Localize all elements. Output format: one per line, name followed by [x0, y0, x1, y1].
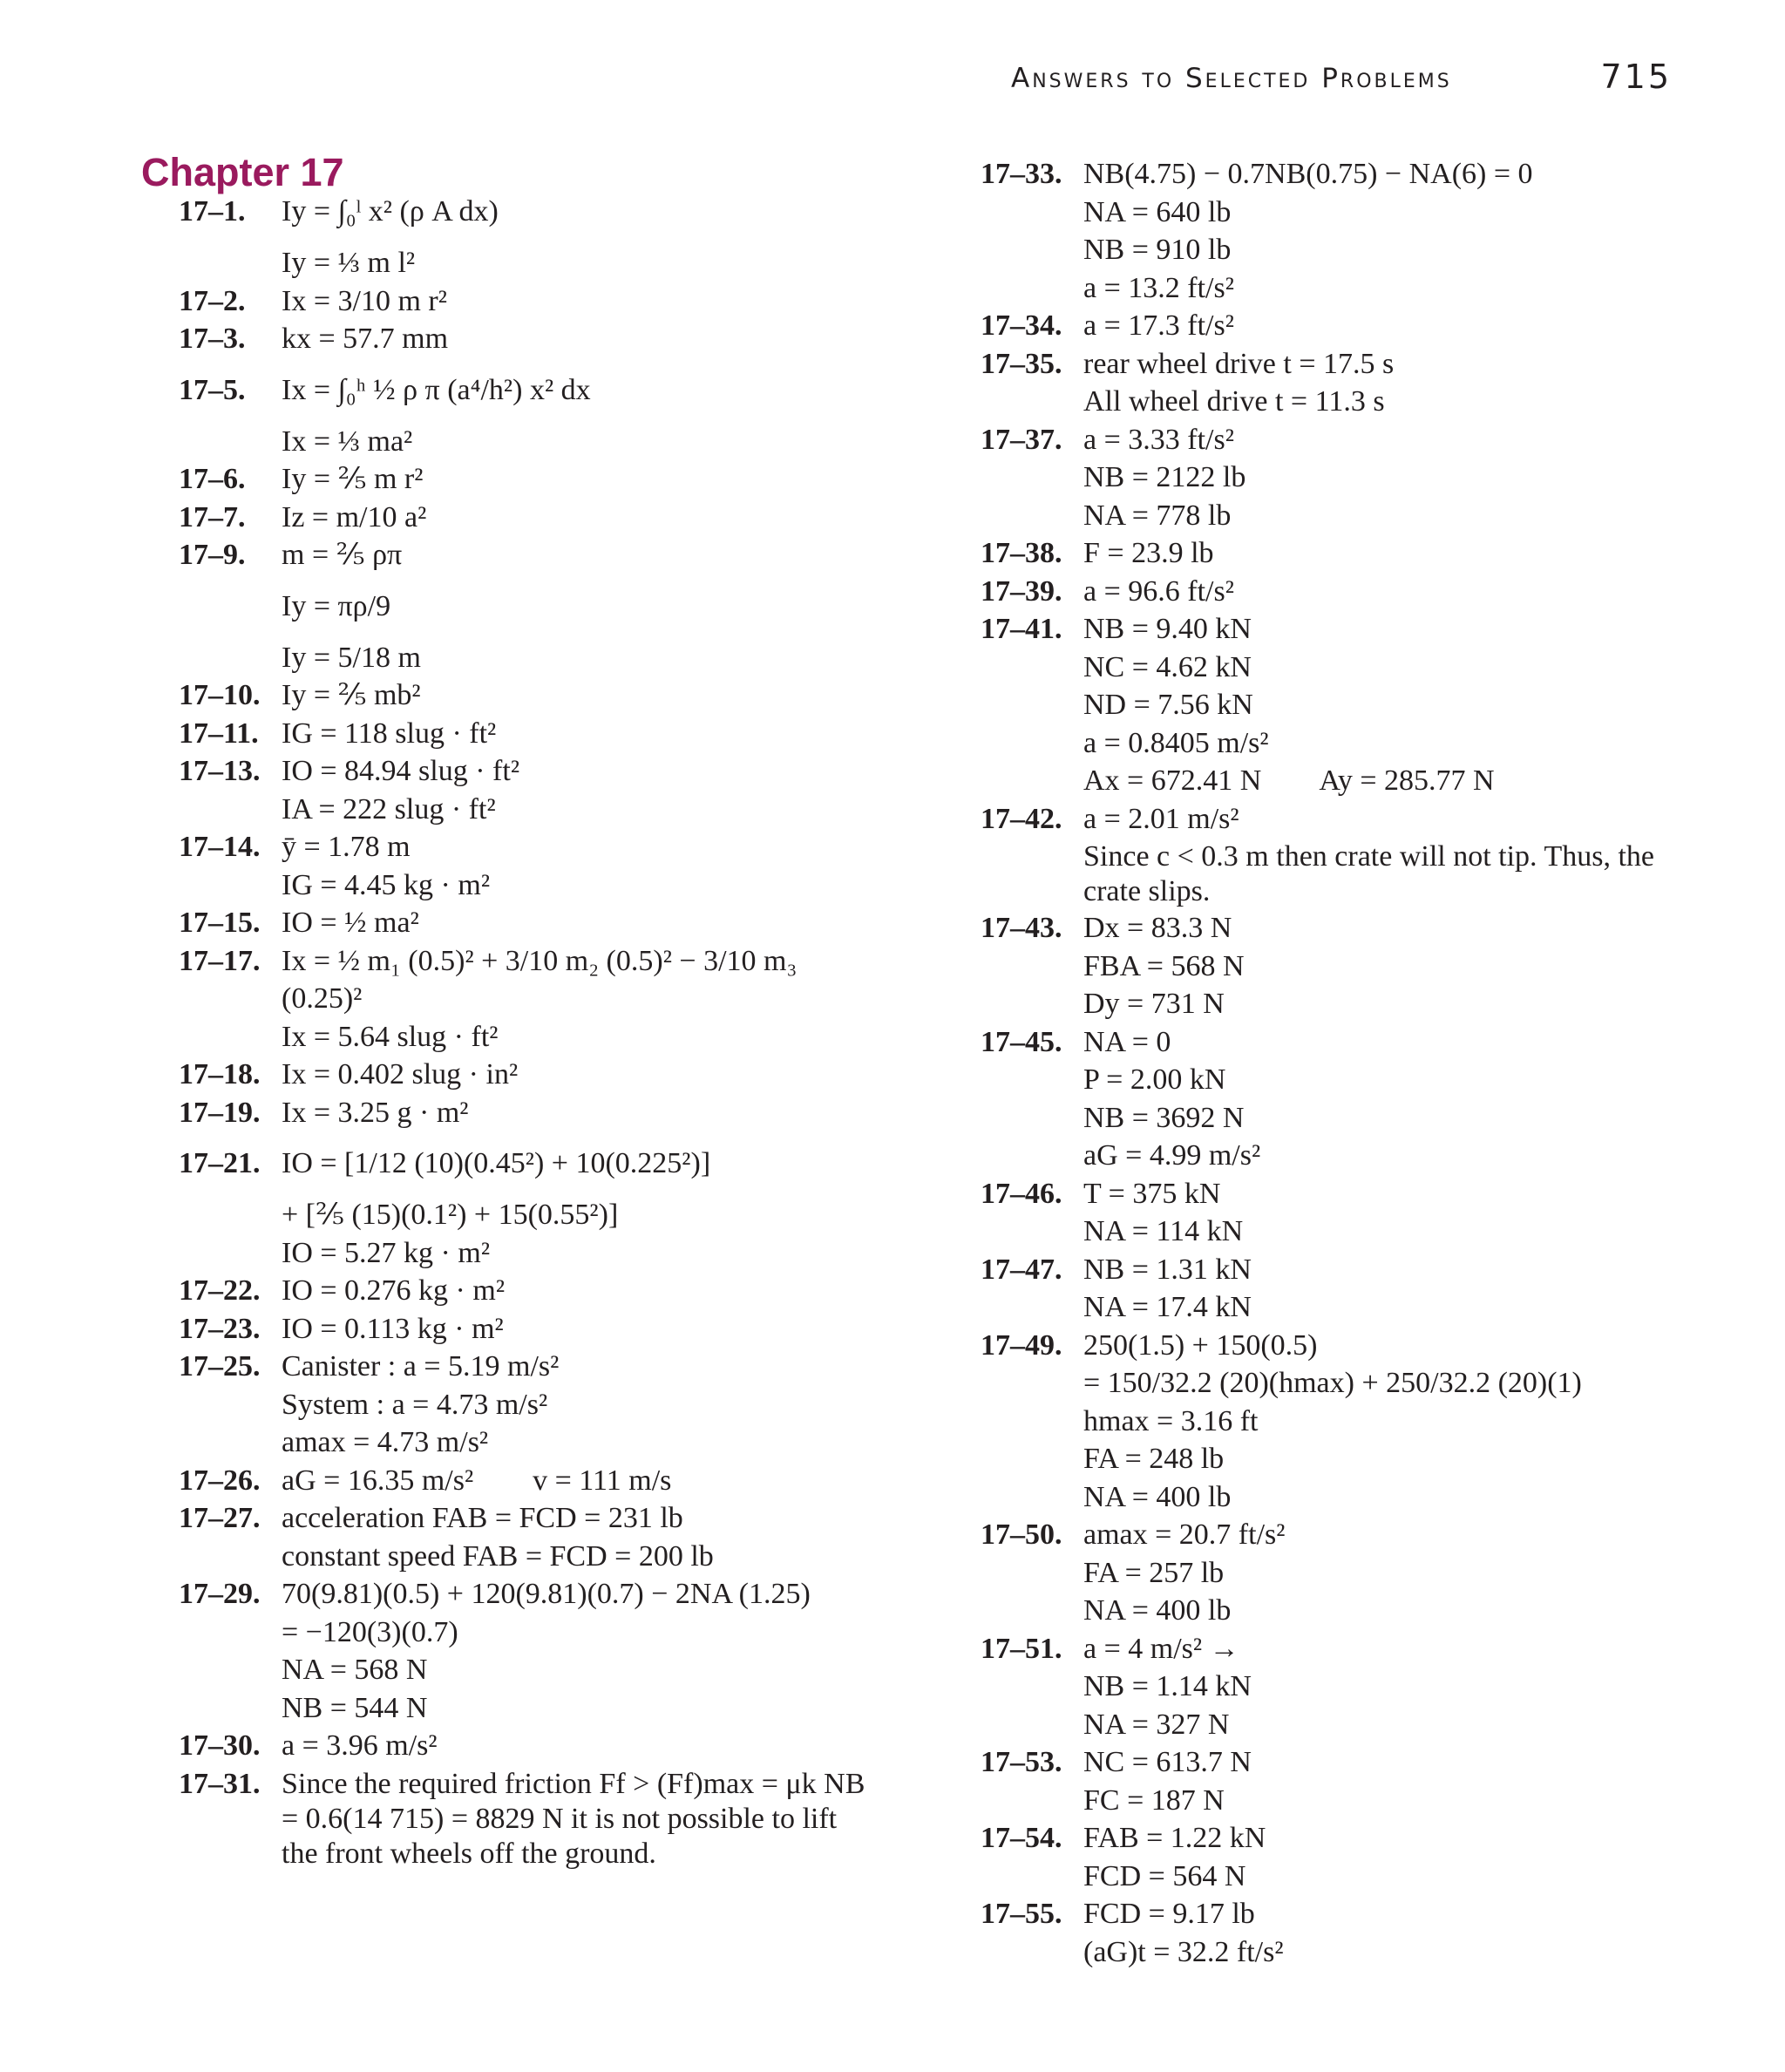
- answer-text: NA = 327 N: [1083, 1708, 1230, 1741]
- answer-text: kx = 57.7 mm: [282, 323, 449, 355]
- answer-text: FBA = 568 N: [1083, 949, 1245, 982]
- answer-row: [981, 909, 1695, 948]
- answer-row: [981, 1895, 1695, 1933]
- answer-text: NA = 400 lb: [1083, 1594, 1232, 1627]
- answer-text: a = 4 m/s² →: [1083, 1632, 1239, 1665]
- answer-row: [981, 1251, 1695, 1289]
- answer-row: [179, 1056, 876, 1094]
- problem-number: 17–42.: [981, 802, 1062, 835]
- answer-text: NA = 778 lb: [1083, 499, 1232, 532]
- answer-row: [981, 307, 1695, 345]
- answer-row: [981, 838, 1695, 909]
- answer-row: [981, 948, 1695, 986]
- answer-row: [179, 1310, 876, 1348]
- answer-text: Iy = ∫₀ˡ x² (ρ A dx): [282, 195, 499, 228]
- answer-text: a = 0.8405 m/s²: [1083, 726, 1269, 759]
- answer-row: [179, 866, 876, 905]
- answer-text: NB = 3692 N: [1083, 1101, 1245, 1134]
- answer-text: NB = 910 lb: [1083, 234, 1232, 266]
- answer-row: [981, 1175, 1695, 1213]
- answer-text: = −120(3)(0.7): [282, 1615, 458, 1648]
- answer-text: Iy = ⅓ m l²: [282, 247, 416, 279]
- problem-number: 17–41.: [981, 613, 1062, 645]
- problem-number: 17–13.: [179, 755, 261, 787]
- answer-text: hmax = 3.16 ft: [1083, 1404, 1259, 1437]
- answer-row: [981, 649, 1695, 687]
- answer-text: IO = [1/12 (10)(0.45²) + 10(0.225²)]: [282, 1147, 711, 1179]
- answer-text: a = 96.6 ft/s²: [1083, 574, 1234, 608]
- answer-text: Ix = ½ m₁ (0.5)² + 3/10 m₂ (0.5)² − 3/10 m₃ (0.25)²: [282, 944, 804, 1015]
- problem-number: 17–53.: [981, 1746, 1062, 1778]
- answer-row: [981, 610, 1695, 649]
- answer-text: m = ⅖ ρπ: [282, 539, 403, 571]
- answer-text: = 150/32.2 (20)(hmax) + 250/32.2 (20)(1): [1083, 1367, 1582, 1399]
- answer-row: [981, 155, 1695, 194]
- answer-text: FA = 248 lb: [1083, 1443, 1225, 1475]
- answer-text: Ix = 5.64 slug · ft²: [282, 1020, 499, 1053]
- answer-row: [179, 1272, 876, 1310]
- answer-text: NA = 400 lb: [1083, 1480, 1232, 1513]
- answer-row: [981, 383, 1695, 421]
- answer-row: [981, 1782, 1695, 1820]
- problem-number: 17–38.: [981, 537, 1062, 569]
- answer-text: Since c < 0.3 m then crate will not tip. Thus, the crate slips.: [1083, 840, 1662, 907]
- answer-text: NB = 1.31 kN: [1083, 1253, 1252, 1286]
- answer-row: [981, 1364, 1695, 1403]
- answer-row: [179, 1727, 876, 1765]
- answer-row: [981, 1933, 1695, 1972]
- answer-text: Ix = 3/10 m r²: [282, 284, 447, 317]
- problem-number: 17–25.: [179, 1350, 261, 1382]
- answer-text: a = 3.96 m/s²: [282, 1729, 438, 1762]
- answer-text: NB = 1.14 kN: [1083, 1670, 1252, 1702]
- answer-text: ND = 7.56 kN: [1083, 689, 1253, 721]
- answer-row: [981, 497, 1695, 535]
- answer-row: [179, 358, 876, 423]
- answer-text: IG = 4.45 kg · m²: [282, 868, 491, 901]
- problem-number: 17–5.: [179, 373, 246, 406]
- answer-row: [981, 1213, 1695, 1251]
- answer-text: NA = 0: [1083, 1025, 1171, 1058]
- answer-row: [981, 985, 1695, 1023]
- answer-row: [179, 499, 876, 537]
- answer-row: [179, 460, 876, 499]
- answer-text: NB = 2122 lb: [1083, 461, 1246, 493]
- answer-row: [981, 1554, 1695, 1593]
- answer-row: [179, 1651, 876, 1689]
- problem-number: 17–18.: [179, 1058, 261, 1090]
- problem-number: 17–1.: [179, 195, 246, 228]
- problem-number: 17–2.: [179, 284, 246, 317]
- answer-text: NC = 4.62 kN: [1083, 650, 1252, 683]
- answer-text: Ix = ⅓ ma²: [282, 425, 413, 458]
- answer-row: [981, 800, 1695, 839]
- answer-text: FCD = 9.17 lb: [1083, 1898, 1255, 1930]
- answer-text: FA = 257 lb: [1083, 1556, 1225, 1589]
- answer-row: [179, 1018, 876, 1056]
- answer-row: [179, 639, 876, 677]
- answer-row: [179, 320, 876, 358]
- answer-row: [179, 1386, 876, 1424]
- answer-row: [179, 715, 876, 753]
- answer-text: + [⅖ (15)(0.1²) + 15(0.55²)]: [282, 1199, 619, 1231]
- problem-number: 17–43.: [981, 912, 1062, 944]
- answer-text: a = 13.2 ft/s²: [1083, 271, 1234, 304]
- problem-number: 17–23.: [179, 1312, 261, 1345]
- answer-row: [179, 1234, 876, 1273]
- answer-text: Ix = 0.402 slug · in²: [282, 1058, 519, 1090]
- problem-number: 17–49.: [981, 1328, 1062, 1362]
- answer-row: [179, 942, 876, 1018]
- answer-row: [179, 1131, 876, 1196]
- answer-row: [981, 1706, 1695, 1744]
- answer-text: aG = 16.35 m/s² v = 111 m/s: [282, 1464, 672, 1497]
- answer-text: 70(9.81)(0.5) + 120(9.81)(0.7) − 2NA (1.25): [282, 1578, 811, 1610]
- answer-text: IG = 118 slug · ft²: [282, 717, 497, 750]
- problem-number: 17–17.: [179, 944, 261, 977]
- answer-row: [981, 1516, 1695, 1554]
- problem-number: 17–29.: [179, 1578, 261, 1610]
- answer-row: [179, 1348, 876, 1386]
- answer-text: Dx = 83.3 N: [1083, 912, 1232, 944]
- answer-text: NA = 640 lb: [1083, 195, 1232, 228]
- answer-text: IO = 0.113 kg · m²: [282, 1312, 504, 1345]
- answer-text: IO = ½ ma²: [282, 907, 419, 939]
- answer-row: [981, 1478, 1695, 1517]
- answer-text: Ix = ∫₀ʰ ½ ρ π (a⁴/h²) x² dx: [282, 373, 591, 406]
- answer-text: amax = 20.7 ft/s²: [1083, 1518, 1286, 1551]
- problem-number: 17–19.: [179, 1096, 261, 1129]
- answer-row: [179, 180, 876, 244]
- answer-text: amax = 4.73 m/s²: [282, 1426, 489, 1458]
- answer-text: ȳ = 1.78 m: [282, 831, 411, 863]
- answer-row: [179, 1765, 876, 1872]
- answer-row: [981, 573, 1695, 611]
- problem-number: 17–10.: [179, 679, 261, 711]
- answer-row: [981, 1858, 1695, 1896]
- answer-row: [179, 1538, 876, 1576]
- answer-text: rear wheel drive t = 17.5 s: [1083, 347, 1395, 380]
- answer-text: Dy = 731 N: [1083, 988, 1225, 1020]
- right-answer-column: [981, 155, 1695, 1971]
- answer-row: [179, 1689, 876, 1728]
- answer-text: Ax = 672.41 N Ay = 285.77 N: [1083, 764, 1495, 797]
- answer-row: [981, 1327, 1695, 1365]
- answer-text: NB = 544 N: [282, 1691, 428, 1724]
- problem-number: 17–9.: [179, 539, 246, 571]
- answer-row: [179, 1575, 876, 1613]
- answer-text: NA = 17.4 kN: [1083, 1291, 1252, 1323]
- answer-row: [179, 244, 876, 282]
- answer-row: [179, 423, 876, 461]
- problem-number: 17–7.: [179, 500, 246, 533]
- answer-text: NA = 114 kN: [1083, 1215, 1244, 1247]
- answer-text: NB = 9.40 kN: [1083, 613, 1252, 645]
- answer-text: FCD = 564 N: [1083, 1859, 1246, 1892]
- answer-row: [179, 282, 876, 321]
- answer-text: NA = 568 N: [282, 1654, 428, 1686]
- answer-text: Ix = 3.25 g · m²: [282, 1096, 469, 1129]
- running-head: Answers to Selected Problems: [1011, 63, 1452, 94]
- problem-number: 17–37.: [981, 423, 1062, 456]
- answer-row: [179, 676, 876, 715]
- problem-number: 17–6.: [179, 463, 246, 495]
- problem-number: 17–31.: [179, 1767, 261, 1800]
- answer-text: IO = 5.27 kg · m²: [282, 1236, 491, 1269]
- answer-text: NC = 613.7 N: [1083, 1746, 1252, 1778]
- answer-row: [981, 1137, 1695, 1175]
- answer-text: F = 23.9 lb: [1083, 537, 1214, 569]
- answer-text: acceleration FAB = FCD = 231 lb: [282, 1502, 683, 1534]
- problem-number: 17–14.: [179, 831, 261, 863]
- answer-row: [981, 762, 1695, 800]
- problem-number: 17–15.: [179, 907, 261, 939]
- answer-row: [981, 724, 1695, 763]
- answer-text: a = 2.01 m/s²: [1083, 802, 1239, 835]
- answer-text: Canister : a = 5.19 m/s²: [282, 1350, 560, 1382]
- problem-number: 17–21.: [179, 1147, 261, 1179]
- answer-row: [179, 904, 876, 942]
- answer-row: [981, 1668, 1695, 1706]
- answer-text: IO = 0.276 kg · m²: [282, 1274, 506, 1307]
- answer-row: [981, 534, 1695, 573]
- problem-number: 17–26.: [179, 1464, 261, 1497]
- answer-row: [981, 1061, 1695, 1099]
- problem-number: 17–35.: [981, 347, 1062, 380]
- answer-row: [981, 1592, 1695, 1630]
- answer-row: [981, 1099, 1695, 1138]
- answer-text: T = 375 kN: [1083, 1177, 1221, 1210]
- problem-number: 17–46.: [981, 1177, 1062, 1210]
- answer-text: IO = 84.94 slug · ft²: [282, 755, 520, 787]
- answer-row: [981, 459, 1695, 497]
- answer-text: FC = 187 N: [1083, 1783, 1225, 1817]
- answer-text: aG = 4.99 m/s²: [1083, 1139, 1261, 1172]
- answer-row: [179, 1094, 876, 1132]
- left-answer-column: [179, 180, 876, 1872]
- answer-row: [981, 1819, 1695, 1858]
- answer-text: a = 17.3 ft/s²: [1083, 309, 1234, 342]
- answer-text: constant speed FAB = FCD = 200 lb: [282, 1539, 714, 1573]
- answer-row: [179, 1499, 876, 1538]
- problem-number: 17–27.: [179, 1502, 261, 1534]
- answer-text: System : a = 4.73 m/s²: [282, 1388, 548, 1421]
- answer-row: [981, 686, 1695, 724]
- answer-text: NB(4.75) − 0.7NB(0.75) − NA(6) = 0: [1083, 158, 1533, 190]
- answer-text: Iz = m/10 a²: [282, 500, 427, 533]
- answer-row: [981, 1023, 1695, 1062]
- answer-text: (aG)t = 32.2 ft/s²: [1083, 1935, 1284, 1968]
- problem-number: 17–34.: [981, 309, 1062, 342]
- answer-row: [179, 828, 876, 866]
- answer-text: Iy = πρ/9: [282, 589, 391, 622]
- answer-row: [179, 791, 876, 829]
- answer-row: [981, 194, 1695, 232]
- answer-row: [981, 1743, 1695, 1782]
- answer-row: [179, 1613, 876, 1652]
- answer-row: [981, 1403, 1695, 1441]
- answer-row: [179, 752, 876, 791]
- problem-number: 17–3.: [179, 323, 246, 355]
- answer-text: Iy = ⅖ m r²: [282, 463, 424, 495]
- page-number: 715: [1600, 58, 1672, 96]
- problem-number: 17–51.: [981, 1632, 1062, 1665]
- chapter-title: Chapter 17: [141, 150, 344, 194]
- answer-text: IA = 222 slug · ft²: [282, 792, 496, 825]
- answer-text: 250(1.5) + 150(0.5): [1083, 1328, 1318, 1362]
- answer-text: FAB = 1.22 kN: [1083, 1822, 1266, 1854]
- problem-number: 17–50.: [981, 1518, 1062, 1551]
- answer-text: Iy = ⅖ mb²: [282, 679, 421, 711]
- answer-row: [981, 269, 1695, 308]
- answer-row: [981, 345, 1695, 384]
- problem-number: 17–55.: [981, 1898, 1062, 1930]
- problem-number: 17–11.: [179, 717, 259, 750]
- answer-row: [179, 574, 876, 639]
- problem-number: 17–54.: [981, 1822, 1062, 1854]
- answer-text: Since the required friction Ff > (Ff)max = μk NB = 0.6(14 715) = 8829 N it is not possible to lift the front wheels off the ground.: [282, 1767, 872, 1870]
- answer-row: [179, 1462, 876, 1500]
- answer-row: [981, 1440, 1695, 1478]
- problem-number: 17–47.: [981, 1253, 1062, 1286]
- problem-number: 17–30.: [179, 1729, 261, 1762]
- answer-row: [179, 1196, 876, 1234]
- problem-number: 17–22.: [179, 1274, 261, 1307]
- problem-number: 17–45.: [981, 1025, 1062, 1058]
- answer-row: [981, 421, 1695, 459]
- problem-number: 17–39.: [981, 574, 1062, 608]
- answer-text: Iy = 5/18 m: [282, 641, 421, 674]
- answer-row: [179, 1423, 876, 1462]
- answer-row: [981, 1630, 1695, 1668]
- answer-row: [981, 1288, 1695, 1327]
- answer-row: [981, 231, 1695, 269]
- answer-text: a = 3.33 ft/s²: [1083, 423, 1234, 456]
- problem-number: 17–33.: [981, 158, 1062, 190]
- answer-text: P = 2.00 kN: [1083, 1063, 1226, 1096]
- answer-text: All wheel drive t = 11.3 s: [1083, 385, 1385, 418]
- answer-row: [179, 536, 876, 574]
